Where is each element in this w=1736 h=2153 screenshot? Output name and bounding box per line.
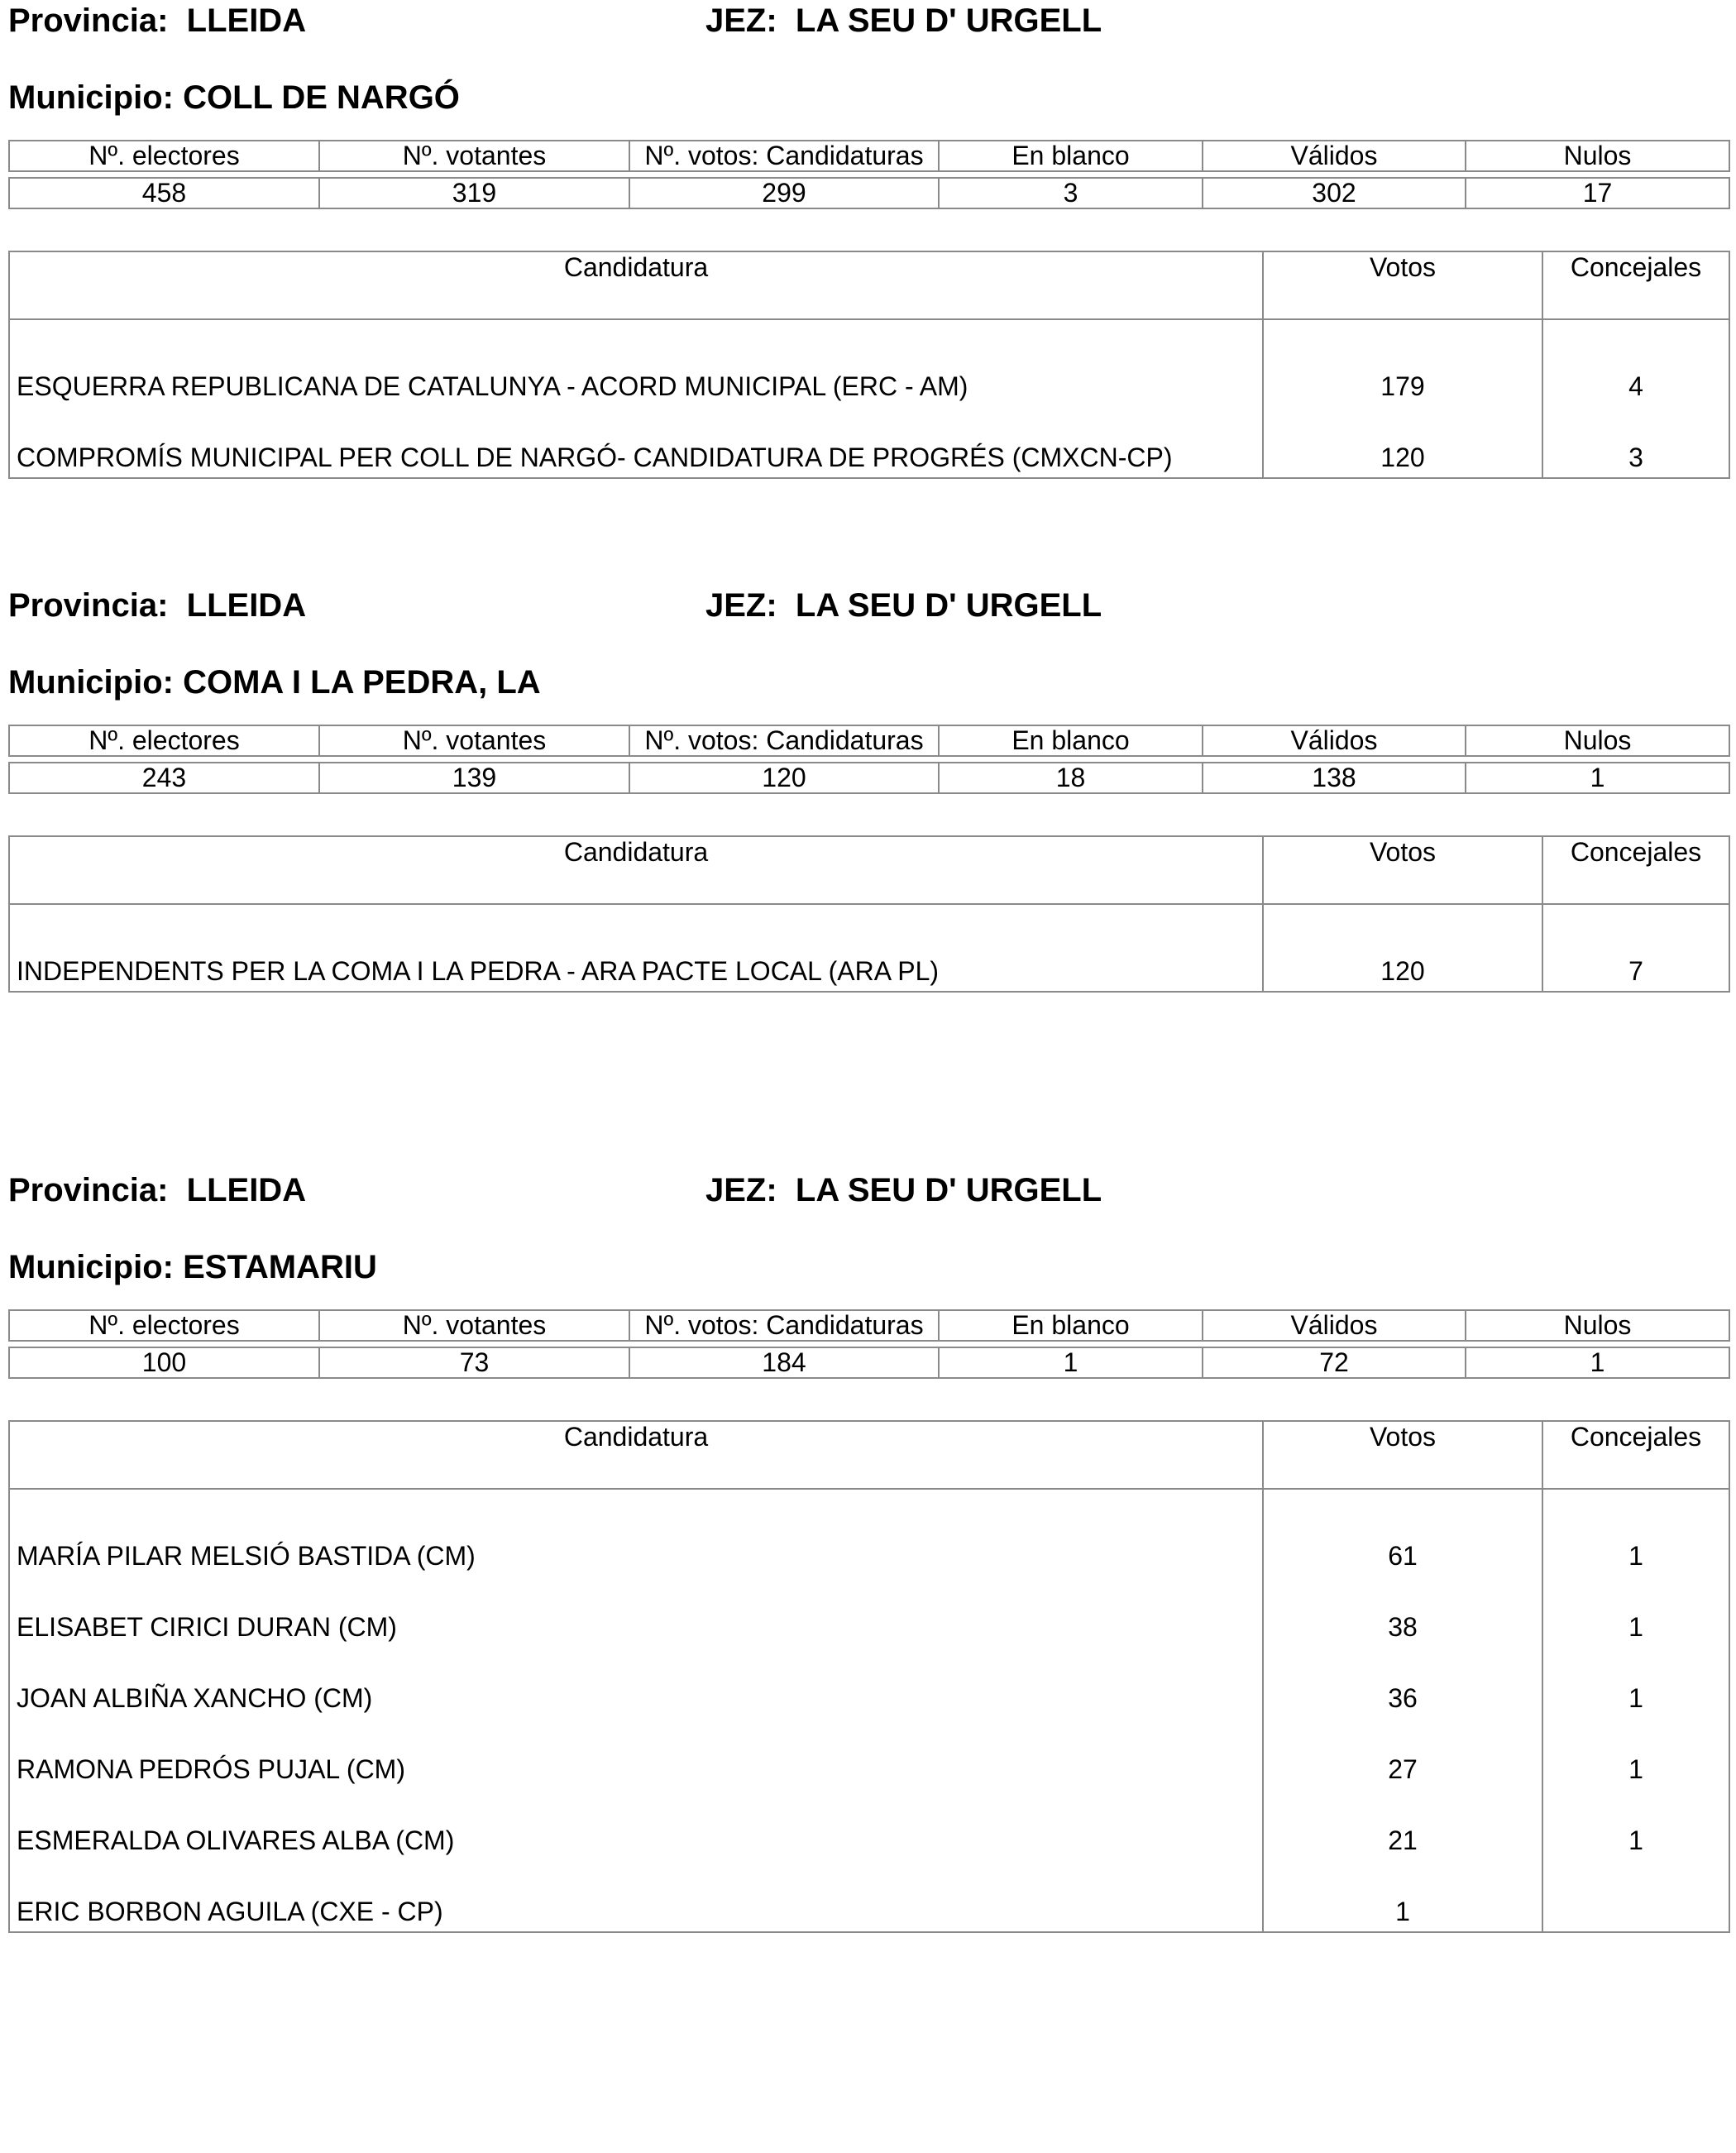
candidatura-name: INDEPENDENTS PER LA COMA I LA PEDRA - ARA PACTE LOCAL (ARA PL): [9, 904, 1263, 992]
jez-value: LA SEU D' URGELL: [795, 1172, 1102, 1208]
candidatura-concejales: 1: [1542, 1489, 1729, 1576]
value-en-blanco: 18: [939, 763, 1203, 793]
header-line: [8, 1170, 1729, 1211]
candidaturas-header-row: [9, 1421, 1729, 1489]
value-validos: 72: [1203, 1347, 1466, 1378]
header-nulos: Nulos: [1466, 1310, 1729, 1341]
candidatura-name: ERIC BORBON AGUILA (CXE - CP): [9, 1860, 1263, 1932]
header-electores: Nº. electores: [9, 1310, 319, 1341]
candidatura-row: [9, 406, 1729, 478]
candidatura-concejales: 1: [1542, 1647, 1729, 1718]
provincia-value: LLEIDA: [186, 1172, 307, 1208]
stats-header-row: [9, 1310, 1729, 1341]
value-en-blanco: 3: [939, 178, 1203, 208]
header-line: [8, 0, 1729, 41]
candidatura-name: ESMERALDA OLIVARES ALBA (CM): [9, 1789, 1263, 1860]
provincia-label: Provincia: LLEIDA: [8, 587, 307, 624]
header-votos-candidaturas: Nº. votos: Candidaturas: [629, 1310, 939, 1341]
value-validos: 138: [1203, 763, 1466, 793]
candidatura-name: ESQUERRA REPUBLICANA DE CATALUNYA - ACORD MUNICIPAL (ERC - AM): [9, 319, 1263, 406]
jez-label: JEZ: LA SEU D' URGELL: [705, 2, 1102, 39]
candidatura-name: ELISABET CIRICI DURAN (CM): [9, 1576, 1263, 1647]
value-votantes: 319: [319, 178, 629, 208]
candidatura-concejales: 3: [1542, 406, 1729, 478]
value-votos-candidaturas: 120: [629, 763, 939, 793]
candidaturas-header-row: [9, 251, 1729, 319]
municipio-title: Municipio: ESTAMARIU: [8, 1249, 377, 1285]
stats-values-row: [9, 1347, 1729, 1378]
header-electores: Nº. electores: [9, 141, 319, 171]
provincia-label: Provincia: LLEIDA: [8, 2, 307, 39]
candidatura-votos: 27: [1263, 1718, 1542, 1789]
candidatura-votos: 120: [1263, 904, 1542, 992]
value-votos-candidaturas: 184: [629, 1347, 939, 1378]
candidatura-row: [9, 1489, 1729, 1576]
municipio-section: [8, 585, 1729, 986]
header-nulos: Nulos: [1466, 725, 1729, 756]
candidatura-concejales: 7: [1542, 904, 1729, 992]
jez-label: JEZ: LA SEU D' URGELL: [705, 587, 1102, 624]
municipio-section: [8, 0, 1729, 472]
header-concejales: Concejales: [1542, 1421, 1729, 1489]
candidatura-name: JOAN ALBIÑA XANCHO (CM): [9, 1647, 1263, 1718]
candidaturas-table: [8, 1420, 1730, 1933]
value-electores: 243: [9, 763, 319, 793]
municipio-title: Municipio: COLL DE NARGÓ: [8, 79, 460, 116]
header-candidatura: Candidatura: [9, 836, 1263, 904]
value-votos-candidaturas: 299: [629, 178, 939, 208]
header-electores: Nº. electores: [9, 725, 319, 756]
candidaturas-header-row: [9, 836, 1729, 904]
header-candidatura: Candidatura: [9, 251, 1263, 319]
header-concejales: Concejales: [1542, 836, 1729, 904]
candidatura-votos: 36: [1263, 1647, 1542, 1718]
value-validos: 302: [1203, 178, 1466, 208]
header-validos: Válidos: [1203, 725, 1466, 756]
header-votantes: Nº. votantes: [319, 141, 629, 171]
jez-value: LA SEU D' URGELL: [795, 2, 1102, 39]
header-votos: Votos: [1263, 251, 1542, 319]
provincia-value: LLEIDA: [186, 2, 307, 39]
candidatura-row: [9, 1576, 1729, 1647]
stats-table: [8, 1309, 1730, 1379]
header-votos: Votos: [1263, 836, 1542, 904]
candidatura-concejales: [1542, 1860, 1729, 1932]
candidatura-votos: 179: [1263, 319, 1542, 406]
candidatura-name: COMPROMÍS MUNICIPAL PER COLL DE NARGÓ- CANDIDATURA DE PROGRÉS (CMXCN-CP): [9, 406, 1263, 478]
candidatura-votos: 1: [1263, 1860, 1542, 1932]
municipio-value: COLL DE NARGÓ: [183, 79, 460, 116]
candidatura-row: [9, 1647, 1729, 1718]
candidatura-votos: 120: [1263, 406, 1542, 478]
municipio-value: COMA I LA PEDRA, LA: [183, 664, 541, 701]
header-votos-candidaturas: Nº. votos: Candidaturas: [629, 141, 939, 171]
candidatura-name: RAMONA PEDRÓS PUJAL (CM): [9, 1718, 1263, 1789]
candidatura-votos: 61: [1263, 1489, 1542, 1576]
provincia-label: Provincia: LLEIDA: [8, 1172, 307, 1208]
value-en-blanco: 1: [939, 1347, 1203, 1378]
header-votos-candidaturas: Nº. votos: Candidaturas: [629, 725, 939, 756]
municipio-section: [8, 1170, 1729, 1926]
candidatura-row: [9, 904, 1729, 992]
candidatura-concejales: 1: [1542, 1789, 1729, 1860]
candidatura-row: [9, 1718, 1729, 1789]
municipio-title: Municipio: COMA I LA PEDRA, LA: [8, 664, 541, 701]
value-electores: 100: [9, 1347, 319, 1378]
header-en-blanco: En blanco: [939, 141, 1203, 171]
header-line: [8, 585, 1729, 626]
header-concejales: Concejales: [1542, 251, 1729, 319]
header-candidatura: Candidatura: [9, 1421, 1263, 1489]
stats-table: [8, 140, 1730, 209]
value-nulos: 17: [1466, 178, 1729, 208]
candidatura-concejales: 1: [1542, 1718, 1729, 1789]
stats-header-row: [9, 725, 1729, 756]
candidatura-row: [9, 1860, 1729, 1932]
candidatura-votos: 21: [1263, 1789, 1542, 1860]
provincia-value: LLEIDA: [186, 587, 307, 624]
header-votantes: Nº. votantes: [319, 725, 629, 756]
jez-label: JEZ: LA SEU D' URGELL: [705, 1172, 1102, 1208]
header-nulos: Nulos: [1466, 141, 1729, 171]
value-votantes: 73: [319, 1347, 629, 1378]
candidatura-row: [9, 319, 1729, 406]
stats-values-row: [9, 178, 1729, 208]
value-nulos: 1: [1466, 1347, 1729, 1378]
header-votantes: Nº. votantes: [319, 1310, 629, 1341]
municipio-value: ESTAMARIU: [183, 1249, 377, 1285]
value-votantes: 139: [319, 763, 629, 793]
candidatura-concejales: 1: [1542, 1576, 1729, 1647]
candidaturas-table: [8, 835, 1730, 993]
candidatura-votos: 38: [1263, 1576, 1542, 1647]
value-nulos: 1: [1466, 763, 1729, 793]
header-votos: Votos: [1263, 1421, 1542, 1489]
candidatura-name: MARÍA PILAR MELSIÓ BASTIDA (CM): [9, 1489, 1263, 1576]
candidatura-concejales: 4: [1542, 319, 1729, 406]
jez-value: LA SEU D' URGELL: [795, 587, 1102, 624]
header-en-blanco: En blanco: [939, 725, 1203, 756]
header-en-blanco: En blanco: [939, 1310, 1203, 1341]
value-electores: 458: [9, 178, 319, 208]
candidaturas-table: [8, 251, 1730, 479]
header-validos: Válidos: [1203, 141, 1466, 171]
candidatura-row: [9, 1789, 1729, 1860]
stats-values-row: [9, 763, 1729, 793]
stats-table: [8, 725, 1730, 794]
header-validos: Válidos: [1203, 1310, 1466, 1341]
stats-header-row: [9, 141, 1729, 171]
